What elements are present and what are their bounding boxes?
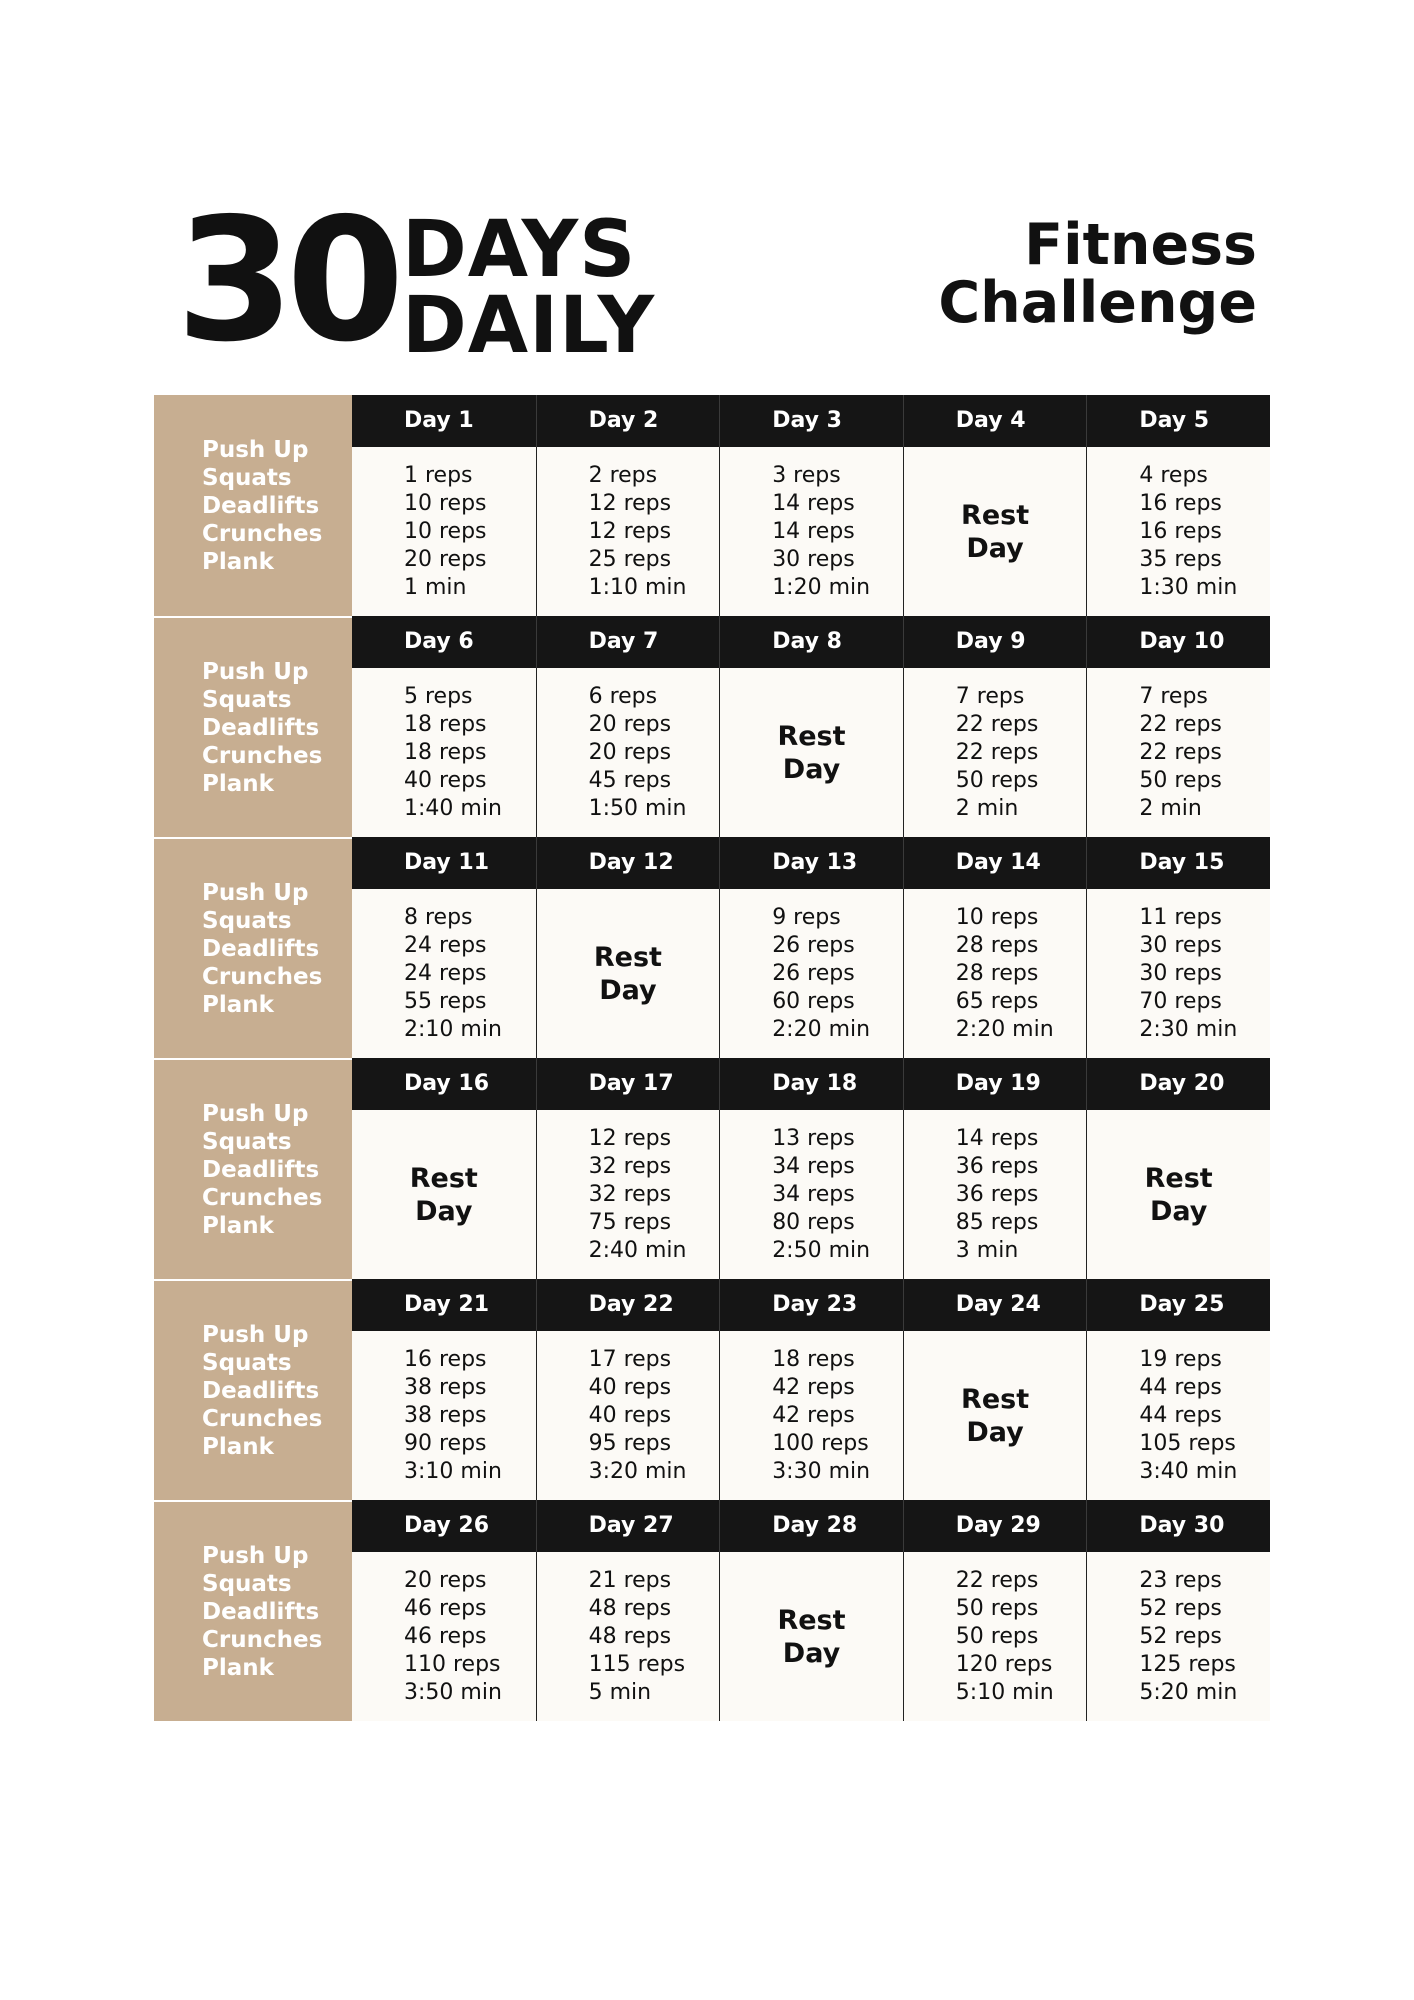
title-number: 30 (176, 182, 397, 380)
exercise-value: 2:50 min (772, 1237, 871, 1263)
exercise-value: 2:40 min (588, 1237, 687, 1263)
exercise-label: Crunches (202, 742, 323, 769)
day-header: Day 15 (1086, 837, 1270, 889)
subtitle-line-fitness: Fitness (1024, 212, 1257, 278)
exercise-value: 1:50 min (588, 795, 687, 821)
exercise-value: 75 reps (588, 1209, 672, 1235)
exercise-value: 38 reps (404, 1374, 487, 1400)
exercise-value: 3 min (955, 1237, 1019, 1263)
day-values-row (352, 1110, 1270, 1279)
title-words (402, 205, 656, 371)
exercise-value: 14 reps (772, 518, 855, 544)
day-cell (1086, 889, 1270, 1058)
rest-day-cell (352, 1110, 536, 1279)
day-cell (352, 447, 536, 616)
exercise-value: 10 reps (955, 904, 1039, 930)
day-header: Day 24 (903, 1279, 1087, 1331)
day-header: Day 27 (536, 1500, 720, 1552)
day-values-row (352, 889, 1270, 1058)
exercise-value: 2:20 min (772, 1016, 871, 1042)
exercise-value: 20 reps (404, 1567, 487, 1593)
exercise-value: 18 reps (404, 739, 487, 765)
exercise-value: 85 reps (955, 1209, 1039, 1235)
exercise-value: 34 reps (772, 1181, 855, 1207)
day-header: Day 21 (404, 1292, 490, 1317)
title-line-days: DAYS (402, 205, 637, 295)
exercise-value: 44 reps (1139, 1374, 1222, 1400)
day-header-row (352, 1500, 1270, 1552)
exercise-value: 32 reps (588, 1153, 672, 1179)
exercise-label: Plank (202, 991, 274, 1018)
day-header: Day 9 (903, 616, 1087, 668)
exercise-value: 1:30 min (1139, 574, 1238, 600)
exercise-value: 2 min (955, 795, 1019, 821)
exercise-value: 95 reps (588, 1430, 672, 1456)
day-header: Day 29 (903, 1500, 1087, 1552)
day-cell (352, 889, 536, 1058)
day-header: Day 23 (719, 1279, 903, 1331)
rest-day-cell (536, 889, 720, 1058)
exercise-value: 40 reps (404, 767, 487, 793)
exercise-value: 2 reps (588, 462, 658, 488)
exercise-value: 50 reps (955, 1595, 1039, 1621)
exercise-value: 17 reps (588, 1346, 672, 1372)
exercise-value: 3:50 min (404, 1679, 502, 1705)
exercise-label: Deadlifts (202, 1598, 320, 1625)
exercise-value: 100 reps (772, 1430, 869, 1456)
day-header: Day 19 (903, 1058, 1087, 1110)
day-cell (536, 1552, 720, 1721)
exercise-value: 30 reps (1139, 960, 1222, 986)
rest-day-label: Rest (1144, 1162, 1213, 1194)
day-header: Day 13 (719, 837, 903, 889)
exercise-label: Squats (202, 1570, 292, 1597)
exercise-value: 22 reps (955, 1567, 1039, 1593)
exercise-value: 8 reps (404, 904, 473, 930)
exercise-value: 20 reps (588, 739, 672, 765)
exercise-list (154, 1058, 352, 1279)
rest-day-cell (1086, 1110, 1270, 1279)
rest-day-label: Day (966, 1416, 1024, 1448)
day-cell (719, 1331, 903, 1500)
day-values-row (352, 1331, 1270, 1500)
day-header: Day 3 (719, 395, 903, 447)
exercise-value: 16 reps (1139, 518, 1222, 544)
exercise-list (154, 1500, 352, 1721)
exercise-value: 44 reps (1139, 1402, 1222, 1428)
exercise-value: 18 reps (772, 1346, 855, 1372)
exercise-value: 12 reps (588, 1125, 672, 1151)
exercise-value: 10 reps (404, 518, 487, 544)
exercise-value: 14 reps (955, 1125, 1039, 1151)
day-cell (536, 668, 720, 837)
exercise-value: 3:10 min (404, 1458, 502, 1484)
exercise-value: 25 reps (588, 546, 672, 572)
exercise-value: 120 reps (955, 1651, 1053, 1677)
day-header: Day 11 (404, 850, 490, 875)
exercise-value: 45 reps (588, 767, 672, 793)
exercise-value: 16 reps (1139, 490, 1222, 516)
exercise-value: 36 reps (955, 1181, 1039, 1207)
rest-day-cell (719, 1552, 903, 1721)
day-cell (536, 1110, 720, 1279)
exercise-label: Squats (202, 686, 292, 713)
day-header: Day 2 (536, 395, 720, 447)
exercise-label: Crunches (202, 1405, 323, 1432)
day-header: Day 1 (404, 408, 474, 433)
exercise-value: 36 reps (955, 1153, 1039, 1179)
week-block (154, 616, 1270, 838)
day-cell (1086, 1552, 1270, 1721)
exercise-label: Push Up (202, 879, 309, 906)
day-cell (536, 1331, 720, 1500)
rest-day-label: Day (1149, 1195, 1208, 1227)
exercise-value: 40 reps (588, 1402, 672, 1428)
exercise-label: Push Up (202, 1542, 309, 1569)
exercise-value: 20 reps (588, 711, 672, 737)
exercise-value: 3:30 min (772, 1458, 871, 1484)
exercise-value: 22 reps (1139, 711, 1222, 737)
exercise-value: 32 reps (588, 1181, 672, 1207)
exercise-label: Crunches (202, 1626, 323, 1653)
exercise-value: 5:20 min (1139, 1679, 1238, 1705)
week-block (154, 837, 1270, 1059)
exercise-label: Deadlifts (202, 1156, 320, 1183)
exercise-value: 2:30 min (1139, 1016, 1238, 1042)
exercise-value: 4 reps (1139, 462, 1208, 488)
exercise-value: 5 min (588, 1679, 652, 1705)
exercise-label: Plank (202, 1212, 274, 1239)
challenge-table (154, 395, 1270, 1745)
day-cell (536, 447, 720, 616)
exercise-value: 12 reps (588, 518, 672, 544)
day-cell (903, 1110, 1087, 1279)
exercise-label: Crunches (202, 1184, 323, 1211)
exercise-value: 50 reps (955, 767, 1039, 793)
exercise-value: 3:40 min (1139, 1458, 1238, 1484)
day-header: Day 17 (536, 1058, 720, 1110)
exercise-label: Push Up (202, 1321, 309, 1348)
exercise-value: 30 reps (1139, 932, 1222, 958)
day-header: Day 26 (404, 1513, 490, 1538)
day-values-row (352, 668, 1270, 837)
day-header-row (352, 616, 1270, 668)
week-block (154, 1279, 1270, 1501)
day-header: Day 20 (1086, 1058, 1270, 1110)
exercise-value: 18 reps (404, 711, 487, 737)
exercise-value: 21 reps (588, 1567, 672, 1593)
rest-day-cell (903, 1331, 1087, 1500)
exercise-value: 9 reps (772, 904, 841, 930)
rest-day-label: Rest (961, 1383, 1030, 1415)
rest-day-cell (719, 668, 903, 837)
exercise-value: 26 reps (772, 932, 855, 958)
exercise-label: Deadlifts (202, 492, 320, 519)
exercise-label: Squats (202, 1349, 292, 1376)
exercise-value: 38 reps (404, 1402, 487, 1428)
exercise-value: 48 reps (588, 1595, 672, 1621)
exercise-label: Plank (202, 1654, 274, 1681)
exercise-value: 50 reps (955, 1623, 1039, 1649)
exercise-list (154, 616, 352, 837)
day-cell (1086, 668, 1270, 837)
day-header-row (352, 837, 1270, 889)
exercise-value: 46 reps (404, 1595, 487, 1621)
exercise-value: 5 reps (404, 683, 473, 709)
exercise-value: 11 reps (1139, 904, 1222, 930)
day-cell (1086, 447, 1270, 616)
title-line-daily: DAILY (402, 281, 656, 371)
exercise-label: Push Up (202, 436, 309, 463)
exercise-value: 26 reps (772, 960, 855, 986)
exercise-value: 3 reps (772, 462, 841, 488)
exercise-value: 2:10 min (404, 1016, 502, 1042)
day-header: Day 22 (536, 1279, 720, 1331)
rest-day-label: Rest (593, 941, 662, 973)
exercise-label: Push Up (202, 658, 309, 685)
week-block (154, 1500, 1270, 1722)
exercise-value: 28 reps (955, 932, 1039, 958)
exercise-value: 13 reps (772, 1125, 855, 1151)
rest-day-label: Rest (961, 499, 1030, 531)
day-header: Day 28 (719, 1500, 903, 1552)
exercise-value: 7 reps (1139, 683, 1208, 709)
day-cell (719, 1110, 903, 1279)
exercise-value: 50 reps (1139, 767, 1222, 793)
day-header: Day 5 (1086, 395, 1270, 447)
day-header: Day 30 (1086, 1500, 1270, 1552)
exercise-label: Crunches (202, 963, 323, 990)
day-header: Day 10 (1086, 616, 1270, 668)
exercise-value: 125 reps (1139, 1651, 1236, 1677)
exercise-value: 1:40 min (404, 795, 502, 821)
exercise-value: 22 reps (955, 711, 1039, 737)
exercise-label: Crunches (202, 520, 323, 547)
day-cell (352, 668, 536, 837)
day-cell (719, 889, 903, 1058)
day-header: Day 12 (536, 837, 720, 889)
exercise-value: 1:10 min (588, 574, 687, 600)
day-cell (903, 1552, 1087, 1721)
exercise-value: 19 reps (1139, 1346, 1222, 1372)
exercise-list (154, 837, 352, 1058)
exercise-value: 1 reps (404, 462, 473, 488)
exercise-value: 52 reps (1139, 1595, 1222, 1621)
day-header-row (352, 1279, 1270, 1331)
exercise-value: 110 reps (404, 1651, 501, 1677)
exercise-label: Plank (202, 548, 274, 575)
exercise-value: 60 reps (772, 988, 855, 1014)
day-header-row (352, 395, 1270, 447)
exercise-value: 6 reps (588, 683, 658, 709)
rest-day-label: Rest (409, 1162, 478, 1194)
exercise-label: Squats (202, 907, 292, 934)
day-cell (352, 1552, 536, 1721)
exercise-value: 3:20 min (588, 1458, 687, 1484)
exercise-value: 22 reps (955, 739, 1039, 765)
exercise-label: Plank (202, 1433, 274, 1460)
exercise-value: 14 reps (772, 490, 855, 516)
exercise-label: Deadlifts (202, 935, 320, 962)
subtitle-line-challenge: Challenge (938, 270, 1257, 336)
exercise-label: Squats (202, 1128, 292, 1155)
exercise-value: 23 reps (1139, 1567, 1222, 1593)
exercise-value: 24 reps (404, 932, 487, 958)
exercise-value: 115 reps (588, 1651, 686, 1677)
rest-day-label: Day (782, 753, 841, 785)
exercise-value: 46 reps (404, 1623, 487, 1649)
day-cell (719, 447, 903, 616)
day-header: Day 6 (404, 629, 474, 654)
exercise-label: Deadlifts (202, 1377, 320, 1404)
exercise-label: Squats (202, 464, 292, 491)
rest-day-label: Day (599, 974, 657, 1006)
exercise-value: 16 reps (404, 1346, 487, 1372)
exercise-value: 30 reps (772, 546, 855, 572)
exercise-value: 22 reps (1139, 739, 1222, 765)
exercise-value: 1 min (404, 574, 467, 600)
day-header: Day 16 (404, 1071, 490, 1096)
exercise-value: 28 reps (955, 960, 1039, 986)
week-block (154, 395, 1270, 617)
exercise-label: Push Up (202, 1100, 309, 1127)
exercise-value: 48 reps (588, 1623, 672, 1649)
exercise-value: 5:10 min (955, 1679, 1054, 1705)
exercise-value: 42 reps (772, 1374, 855, 1400)
exercise-value: 2 min (1139, 795, 1202, 821)
exercise-list (154, 1279, 352, 1500)
rest-day-label: Day (966, 532, 1024, 564)
day-header: Day 4 (903, 395, 1087, 447)
exercise-value: 55 reps (404, 988, 487, 1014)
day-cell (903, 668, 1087, 837)
day-header: Day 7 (536, 616, 720, 668)
day-header: Day 25 (1086, 1279, 1270, 1331)
exercise-value: 80 reps (772, 1209, 855, 1235)
exercise-value: 35 reps (1139, 546, 1222, 572)
day-cell (352, 1331, 536, 1500)
exercise-value: 105 reps (1139, 1430, 1236, 1456)
exercise-value: 52 reps (1139, 1623, 1222, 1649)
day-values-row (352, 1552, 1270, 1721)
exercise-label: Deadlifts (202, 714, 320, 741)
day-values-row (352, 447, 1270, 616)
exercise-list (154, 395, 352, 616)
exercise-value: 70 reps (1139, 988, 1222, 1014)
exercise-value: 40 reps (588, 1374, 672, 1400)
day-cell (903, 889, 1087, 1058)
day-header: Day 18 (719, 1058, 903, 1110)
rest-day-label: Rest (777, 1604, 846, 1636)
exercise-value: 90 reps (404, 1430, 487, 1456)
rest-day-label: Rest (777, 720, 846, 752)
subtitle (938, 212, 1257, 336)
exercise-value: 34 reps (772, 1153, 855, 1179)
exercise-value: 7 reps (955, 683, 1025, 709)
day-header: Day 14 (903, 837, 1087, 889)
exercise-value: 65 reps (955, 988, 1039, 1014)
exercise-label: Plank (202, 770, 274, 797)
exercise-value: 1:20 min (772, 574, 871, 600)
rest-day-label: Day (782, 1637, 841, 1669)
exercise-value: 20 reps (404, 546, 487, 572)
rest-day-label: Day (415, 1195, 473, 1227)
week-block (154, 1058, 1270, 1280)
exercise-value: 42 reps (772, 1402, 855, 1428)
exercise-value: 10 reps (404, 490, 487, 516)
day-header-row (352, 1058, 1270, 1110)
day-header: Day 8 (719, 616, 903, 668)
exercise-value: 24 reps (404, 960, 487, 986)
exercise-value: 12 reps (588, 490, 672, 516)
exercise-value: 2:20 min (955, 1016, 1054, 1042)
rest-day-cell (903, 447, 1087, 616)
day-cell (1086, 1331, 1270, 1500)
